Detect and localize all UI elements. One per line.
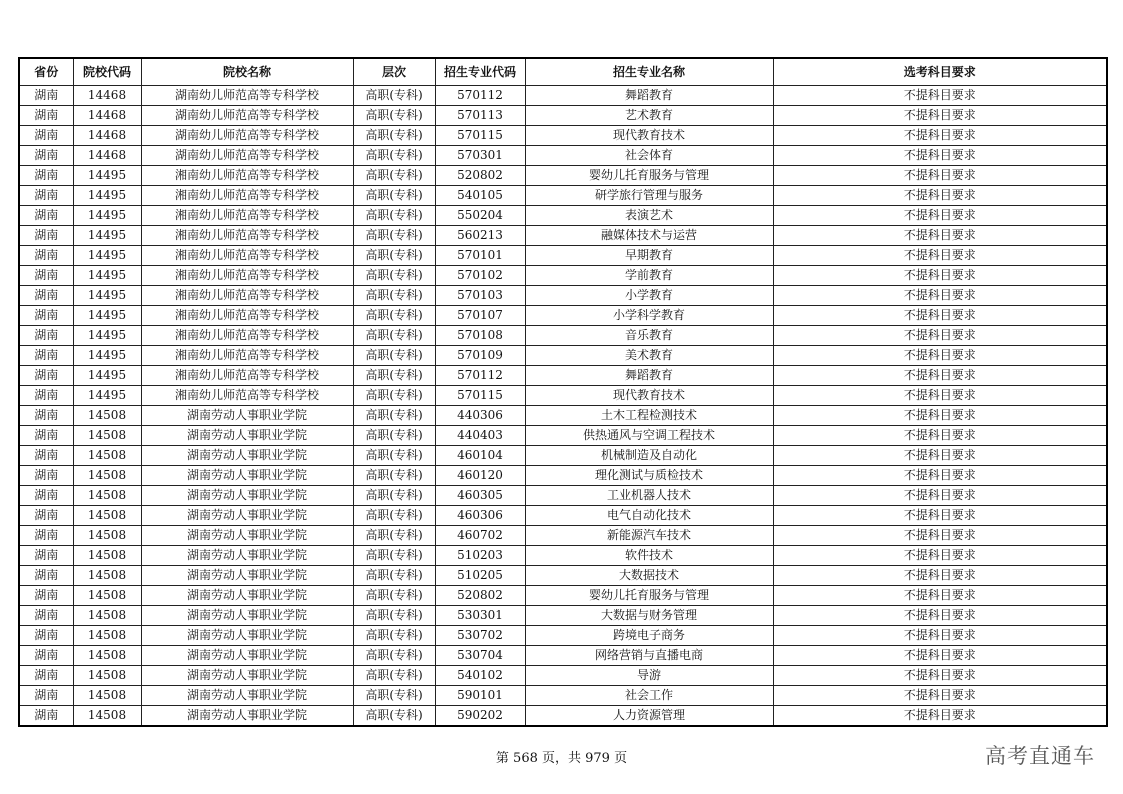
subject-requirement-cell: 不提科目要求 bbox=[773, 566, 1107, 586]
school-code-cell: 14495 bbox=[73, 186, 141, 206]
major-name-cell: 现代教育技术 bbox=[525, 386, 773, 406]
subject-requirement-cell: 不提科目要求 bbox=[773, 366, 1107, 386]
major-code-cell: 460305 bbox=[435, 486, 525, 506]
school-name-cell: 湖南劳动人事职业学院 bbox=[141, 466, 353, 486]
school-code-cell: 14508 bbox=[73, 426, 141, 446]
major-code-cell: 590202 bbox=[435, 706, 525, 727]
major-code-cell: 570102 bbox=[435, 266, 525, 286]
school-name-cell: 湘南幼儿师范高等专科学校 bbox=[141, 326, 353, 346]
table-row bbox=[19, 566, 1107, 586]
major-code-cell: 530702 bbox=[435, 626, 525, 646]
province-cell: 湖南 bbox=[19, 246, 73, 266]
header-major-code: 招生专业代码 bbox=[435, 58, 525, 86]
major-code-cell: 590101 bbox=[435, 686, 525, 706]
header-subject-requirement: 选考科目要求 bbox=[773, 58, 1107, 86]
level-cell: 高职(专科) bbox=[353, 566, 435, 586]
level-cell: 高职(专科) bbox=[353, 326, 435, 346]
school-name-cell: 湖南劳动人事职业学院 bbox=[141, 526, 353, 546]
level-cell: 高职(专科) bbox=[353, 146, 435, 166]
school-code-cell: 14508 bbox=[73, 546, 141, 566]
school-code-cell: 14468 bbox=[73, 86, 141, 106]
major-code-cell: 460702 bbox=[435, 526, 525, 546]
major-name-cell: 社会工作 bbox=[525, 686, 773, 706]
school-name-cell: 湖南劳动人事职业学院 bbox=[141, 406, 353, 426]
table-row bbox=[19, 186, 1107, 206]
subject-requirement-cell: 不提科目要求 bbox=[773, 186, 1107, 206]
school-name-cell: 湖南劳动人事职业学院 bbox=[141, 486, 353, 506]
school-code-cell: 14508 bbox=[73, 526, 141, 546]
province-cell: 湖南 bbox=[19, 566, 73, 586]
level-cell: 高职(专科) bbox=[353, 126, 435, 146]
school-code-cell: 14495 bbox=[73, 286, 141, 306]
school-code-cell: 14508 bbox=[73, 566, 141, 586]
school-code-cell: 14468 bbox=[73, 126, 141, 146]
major-name-cell: 小学科学教育 bbox=[525, 306, 773, 326]
school-name-cell: 湖南劳动人事职业学院 bbox=[141, 566, 353, 586]
table-row bbox=[19, 406, 1107, 426]
province-cell: 湖南 bbox=[19, 546, 73, 566]
subject-requirement-cell: 不提科目要求 bbox=[773, 666, 1107, 686]
major-name-cell: 早期教育 bbox=[525, 246, 773, 266]
major-name-cell: 土木工程检测技术 bbox=[525, 406, 773, 426]
school-name-cell: 湘南幼儿师范高等专科学校 bbox=[141, 386, 353, 406]
level-cell: 高职(专科) bbox=[353, 406, 435, 426]
major-name-cell: 新能源汽车技术 bbox=[525, 526, 773, 546]
subject-requirement-cell: 不提科目要求 bbox=[773, 126, 1107, 146]
major-name-cell: 舞蹈教育 bbox=[525, 366, 773, 386]
subject-requirement-cell: 不提科目要求 bbox=[773, 486, 1107, 506]
subject-requirement-cell: 不提科目要求 bbox=[773, 686, 1107, 706]
major-code-cell: 570108 bbox=[435, 326, 525, 346]
major-name-cell: 艺术教育 bbox=[525, 106, 773, 126]
subject-requirement-cell: 不提科目要求 bbox=[773, 266, 1107, 286]
province-cell: 湖南 bbox=[19, 346, 73, 366]
province-cell: 湖南 bbox=[19, 326, 73, 346]
major-name-cell: 音乐教育 bbox=[525, 326, 773, 346]
major-name-cell: 学前教育 bbox=[525, 266, 773, 286]
school-name-cell: 湖南劳动人事职业学院 bbox=[141, 626, 353, 646]
school-code-cell: 14508 bbox=[73, 586, 141, 606]
school-name-cell: 湘南幼儿师范高等专科学校 bbox=[141, 186, 353, 206]
subject-requirement-cell: 不提科目要求 bbox=[773, 706, 1107, 727]
province-cell: 湖南 bbox=[19, 146, 73, 166]
major-code-cell: 540102 bbox=[435, 666, 525, 686]
school-code-cell: 14508 bbox=[73, 646, 141, 666]
subject-requirement-cell: 不提科目要求 bbox=[773, 546, 1107, 566]
major-code-cell: 510203 bbox=[435, 546, 525, 566]
level-cell: 高职(专科) bbox=[353, 626, 435, 646]
school-name-cell: 湘南幼儿师范高等专科学校 bbox=[141, 286, 353, 306]
school-name-cell: 湘南幼儿师范高等专科学校 bbox=[141, 266, 353, 286]
school-name-cell: 湖南劳动人事职业学院 bbox=[141, 446, 353, 466]
major-name-cell: 供热通风与空调工程技术 bbox=[525, 426, 773, 446]
level-cell: 高职(专科) bbox=[353, 86, 435, 106]
subject-requirement-cell: 不提科目要求 bbox=[773, 286, 1107, 306]
table-row bbox=[19, 666, 1107, 686]
school-code-cell: 14508 bbox=[73, 446, 141, 466]
level-cell: 高职(专科) bbox=[353, 186, 435, 206]
province-cell: 湖南 bbox=[19, 586, 73, 606]
table-row bbox=[19, 366, 1107, 386]
subject-requirement-cell: 不提科目要求 bbox=[773, 526, 1107, 546]
table-row bbox=[19, 706, 1107, 727]
province-cell: 湖南 bbox=[19, 106, 73, 126]
level-cell: 高职(专科) bbox=[353, 286, 435, 306]
table-row bbox=[19, 286, 1107, 306]
major-code-cell: 570101 bbox=[435, 246, 525, 266]
level-cell: 高职(专科) bbox=[353, 346, 435, 366]
table-row bbox=[19, 86, 1107, 106]
school-name-cell: 湖南劳动人事职业学院 bbox=[141, 646, 353, 666]
major-name-cell: 软件技术 bbox=[525, 546, 773, 566]
major-name-cell: 现代教育技术 bbox=[525, 126, 773, 146]
level-cell: 高职(专科) bbox=[353, 206, 435, 226]
school-code-cell: 14508 bbox=[73, 626, 141, 646]
major-code-cell: 530301 bbox=[435, 606, 525, 626]
level-cell: 高职(专科) bbox=[353, 526, 435, 546]
table-row bbox=[19, 166, 1107, 186]
subject-requirement-cell: 不提科目要求 bbox=[773, 326, 1107, 346]
province-cell: 湖南 bbox=[19, 306, 73, 326]
school-code-cell: 14508 bbox=[73, 706, 141, 727]
major-code-cell: 440306 bbox=[435, 406, 525, 426]
major-code-cell: 520802 bbox=[435, 586, 525, 606]
school-code-cell: 14495 bbox=[73, 346, 141, 366]
subject-requirement-cell: 不提科目要求 bbox=[773, 586, 1107, 606]
header-level: 层次 bbox=[353, 58, 435, 86]
school-code-cell: 14508 bbox=[73, 686, 141, 706]
subject-requirement-cell: 不提科目要求 bbox=[773, 106, 1107, 126]
province-cell: 湖南 bbox=[19, 686, 73, 706]
school-name-cell: 湘南幼儿师范高等专科学校 bbox=[141, 226, 353, 246]
level-cell: 高职(专科) bbox=[353, 546, 435, 566]
major-name-cell: 网络营销与直播电商 bbox=[525, 646, 773, 666]
school-name-cell: 湖南劳动人事职业学院 bbox=[141, 606, 353, 626]
subject-requirement-cell: 不提科目要求 bbox=[773, 386, 1107, 406]
major-name-cell: 跨境电子商务 bbox=[525, 626, 773, 646]
table-row bbox=[19, 106, 1107, 126]
major-name-cell: 婴幼儿托育服务与管理 bbox=[525, 166, 773, 186]
major-name-cell: 表演艺术 bbox=[525, 206, 773, 226]
major-name-cell: 小学教育 bbox=[525, 286, 773, 306]
table-row bbox=[19, 686, 1107, 706]
subject-requirement-cell: 不提科目要求 bbox=[773, 346, 1107, 366]
school-code-cell: 14468 bbox=[73, 146, 141, 166]
subject-requirement-cell: 不提科目要求 bbox=[773, 506, 1107, 526]
major-code-cell: 560213 bbox=[435, 226, 525, 246]
school-name-cell: 湖南劳动人事职业学院 bbox=[141, 666, 353, 686]
province-cell: 湖南 bbox=[19, 646, 73, 666]
major-name-cell: 大数据技术 bbox=[525, 566, 773, 586]
table-body bbox=[19, 86, 1107, 727]
school-name-cell: 湖南幼儿师范高等专科学校 bbox=[141, 86, 353, 106]
level-cell: 高职(专科) bbox=[353, 386, 435, 406]
major-code-cell: 570103 bbox=[435, 286, 525, 306]
school-code-cell: 14508 bbox=[73, 666, 141, 686]
table-row bbox=[19, 226, 1107, 246]
table-row bbox=[19, 426, 1107, 446]
level-cell: 高职(专科) bbox=[353, 166, 435, 186]
level-cell: 高职(专科) bbox=[353, 666, 435, 686]
province-cell: 湖南 bbox=[19, 526, 73, 546]
table-row bbox=[19, 326, 1107, 346]
level-cell: 高职(专科) bbox=[353, 466, 435, 486]
table-row bbox=[19, 266, 1107, 286]
province-cell: 湖南 bbox=[19, 466, 73, 486]
page-number: 第 568 页，共 979 页 bbox=[495, 751, 628, 766]
province-cell: 湖南 bbox=[19, 446, 73, 466]
school-name-cell: 湖南幼儿师范高等专科学校 bbox=[141, 106, 353, 126]
major-name-cell: 理化测试与质检技术 bbox=[525, 466, 773, 486]
major-code-cell: 570115 bbox=[435, 386, 525, 406]
province-cell: 湖南 bbox=[19, 286, 73, 306]
major-code-cell: 460306 bbox=[435, 506, 525, 526]
table-row bbox=[19, 586, 1107, 606]
major-code-cell: 440403 bbox=[435, 426, 525, 446]
school-code-cell: 14508 bbox=[73, 606, 141, 626]
table-row bbox=[19, 646, 1107, 666]
school-code-cell: 14495 bbox=[73, 366, 141, 386]
major-code-cell: 570115 bbox=[435, 126, 525, 146]
subject-requirement-cell: 不提科目要求 bbox=[773, 226, 1107, 246]
level-cell: 高职(专科) bbox=[353, 686, 435, 706]
major-name-cell: 工业机器人技术 bbox=[525, 486, 773, 506]
major-code-cell: 570107 bbox=[435, 306, 525, 326]
province-cell: 湖南 bbox=[19, 166, 73, 186]
school-name-cell: 湘南幼儿师范高等专科学校 bbox=[141, 306, 353, 326]
province-cell: 湖南 bbox=[19, 266, 73, 286]
school-name-cell: 湘南幼儿师范高等专科学校 bbox=[141, 206, 353, 226]
school-code-cell: 14495 bbox=[73, 206, 141, 226]
school-name-cell: 湘南幼儿师范高等专科学校 bbox=[141, 166, 353, 186]
level-cell: 高职(专科) bbox=[353, 106, 435, 126]
school-code-cell: 14508 bbox=[73, 406, 141, 426]
table-row bbox=[19, 626, 1107, 646]
level-cell: 高职(专科) bbox=[353, 506, 435, 526]
school-name-cell: 湖南劳动人事职业学院 bbox=[141, 706, 353, 727]
major-code-cell: 570112 bbox=[435, 86, 525, 106]
school-code-cell: 14508 bbox=[73, 506, 141, 526]
subject-requirement-cell: 不提科目要求 bbox=[773, 166, 1107, 186]
table-row bbox=[19, 126, 1107, 146]
school-code-cell: 14508 bbox=[73, 466, 141, 486]
major-code-cell: 510205 bbox=[435, 566, 525, 586]
level-cell: 高职(专科) bbox=[353, 246, 435, 266]
table-row bbox=[19, 306, 1107, 326]
province-cell: 湖南 bbox=[19, 426, 73, 446]
level-cell: 高职(专科) bbox=[353, 646, 435, 666]
major-code-cell: 460104 bbox=[435, 446, 525, 466]
province-cell: 湖南 bbox=[19, 386, 73, 406]
major-code-cell: 570109 bbox=[435, 346, 525, 366]
major-name-cell: 电气自动化技术 bbox=[525, 506, 773, 526]
admission-table bbox=[18, 57, 1108, 727]
table-row bbox=[19, 486, 1107, 506]
header-major-name: 招生专业名称 bbox=[525, 58, 773, 86]
major-name-cell: 人力资源管理 bbox=[525, 706, 773, 727]
level-cell: 高职(专科) bbox=[353, 586, 435, 606]
table-row bbox=[19, 466, 1107, 486]
subject-requirement-cell: 不提科目要求 bbox=[773, 306, 1107, 326]
table-header-row bbox=[19, 58, 1107, 86]
table-row bbox=[19, 506, 1107, 526]
school-name-cell: 湘南幼儿师范高等专科学校 bbox=[141, 346, 353, 366]
major-code-cell: 530704 bbox=[435, 646, 525, 666]
school-code-cell: 14495 bbox=[73, 166, 141, 186]
watermark-logo: 高考直通车 bbox=[985, 744, 1095, 768]
subject-requirement-cell: 不提科目要求 bbox=[773, 426, 1107, 446]
school-code-cell: 14495 bbox=[73, 246, 141, 266]
major-name-cell: 研学旅行管理与服务 bbox=[525, 186, 773, 206]
major-name-cell: 大数据与财务管理 bbox=[525, 606, 773, 626]
major-code-cell: 540105 bbox=[435, 186, 525, 206]
level-cell: 高职(专科) bbox=[353, 446, 435, 466]
level-cell: 高职(专科) bbox=[353, 606, 435, 626]
level-cell: 高职(专科) bbox=[353, 226, 435, 246]
school-code-cell: 14495 bbox=[73, 306, 141, 326]
province-cell: 湖南 bbox=[19, 626, 73, 646]
province-cell: 湖南 bbox=[19, 86, 73, 106]
major-name-cell: 融媒体技术与运营 bbox=[525, 226, 773, 246]
major-code-cell: 570301 bbox=[435, 146, 525, 166]
table-row bbox=[19, 146, 1107, 166]
subject-requirement-cell: 不提科目要求 bbox=[773, 206, 1107, 226]
table-row bbox=[19, 446, 1107, 466]
province-cell: 湖南 bbox=[19, 186, 73, 206]
province-cell: 湖南 bbox=[19, 706, 73, 727]
level-cell: 高职(专科) bbox=[353, 266, 435, 286]
province-cell: 湖南 bbox=[19, 226, 73, 246]
major-code-cell: 570112 bbox=[435, 366, 525, 386]
school-name-cell: 湘南幼儿师范高等专科学校 bbox=[141, 246, 353, 266]
major-name-cell: 社会体育 bbox=[525, 146, 773, 166]
province-cell: 湖南 bbox=[19, 126, 73, 146]
province-cell: 湖南 bbox=[19, 606, 73, 626]
table-row bbox=[19, 606, 1107, 626]
table-row bbox=[19, 206, 1107, 226]
province-cell: 湖南 bbox=[19, 406, 73, 426]
subject-requirement-cell: 不提科目要求 bbox=[773, 446, 1107, 466]
school-code-cell: 14495 bbox=[73, 326, 141, 346]
school-name-cell: 湖南劳动人事职业学院 bbox=[141, 546, 353, 566]
header-school-name: 院校名称 bbox=[141, 58, 353, 86]
major-code-cell: 550204 bbox=[435, 206, 525, 226]
school-name-cell: 湖南劳动人事职业学院 bbox=[141, 686, 353, 706]
school-code-cell: 14495 bbox=[73, 226, 141, 246]
level-cell: 高职(专科) bbox=[353, 426, 435, 446]
table-row bbox=[19, 246, 1107, 266]
major-name-cell: 舞蹈教育 bbox=[525, 86, 773, 106]
level-cell: 高职(专科) bbox=[353, 706, 435, 727]
school-code-cell: 14495 bbox=[73, 386, 141, 406]
table-row bbox=[19, 386, 1107, 406]
school-name-cell: 湖南劳动人事职业学院 bbox=[141, 426, 353, 446]
school-name-cell: 湘南幼儿师范高等专科学校 bbox=[141, 366, 353, 386]
subject-requirement-cell: 不提科目要求 bbox=[773, 466, 1107, 486]
province-cell: 湖南 bbox=[19, 506, 73, 526]
school-name-cell: 湖南幼儿师范高等专科学校 bbox=[141, 126, 353, 146]
table-row bbox=[19, 346, 1107, 366]
level-cell: 高职(专科) bbox=[353, 486, 435, 506]
school-name-cell: 湖南劳动人事职业学院 bbox=[141, 506, 353, 526]
header-school-code: 院校代码 bbox=[73, 58, 141, 86]
province-cell: 湖南 bbox=[19, 486, 73, 506]
subject-requirement-cell: 不提科目要求 bbox=[773, 246, 1107, 266]
subject-requirement-cell: 不提科目要求 bbox=[773, 606, 1107, 626]
major-name-cell: 美术教育 bbox=[525, 346, 773, 366]
major-code-cell: 570113 bbox=[435, 106, 525, 126]
subject-requirement-cell: 不提科目要求 bbox=[773, 626, 1107, 646]
subject-requirement-cell: 不提科目要求 bbox=[773, 646, 1107, 666]
subject-requirement-cell: 不提科目要求 bbox=[773, 406, 1107, 426]
school-code-cell: 14508 bbox=[73, 486, 141, 506]
province-cell: 湖南 bbox=[19, 366, 73, 386]
school-name-cell: 湖南幼儿师范高等专科学校 bbox=[141, 146, 353, 166]
header-province: 省份 bbox=[19, 58, 73, 86]
school-name-cell: 湖南劳动人事职业学院 bbox=[141, 586, 353, 606]
major-name-cell: 导游 bbox=[525, 666, 773, 686]
province-cell: 湖南 bbox=[19, 666, 73, 686]
province-cell: 湖南 bbox=[19, 206, 73, 226]
major-code-cell: 520802 bbox=[435, 166, 525, 186]
school-code-cell: 14468 bbox=[73, 106, 141, 126]
level-cell: 高职(专科) bbox=[353, 366, 435, 386]
major-name-cell: 机械制造及自动化 bbox=[525, 446, 773, 466]
table-row bbox=[19, 526, 1107, 546]
school-code-cell: 14495 bbox=[73, 266, 141, 286]
major-code-cell: 460120 bbox=[435, 466, 525, 486]
major-name-cell: 婴幼儿托育服务与管理 bbox=[525, 586, 773, 606]
subject-requirement-cell: 不提科目要求 bbox=[773, 86, 1107, 106]
table-row bbox=[19, 546, 1107, 566]
subject-requirement-cell: 不提科目要求 bbox=[773, 146, 1107, 166]
level-cell: 高职(专科) bbox=[353, 306, 435, 326]
